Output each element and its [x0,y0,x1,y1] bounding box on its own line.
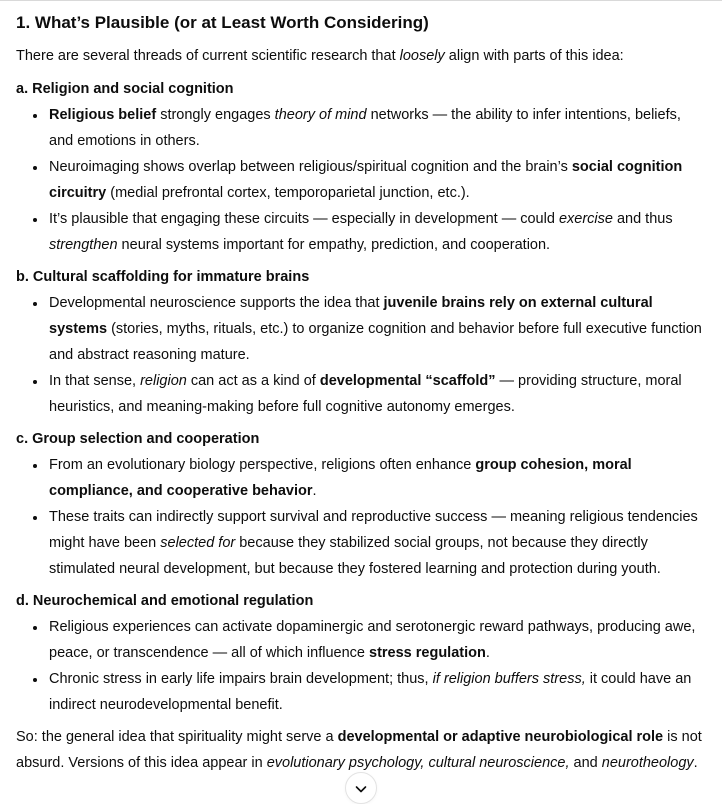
bullet-item: • These traits can indirectly support survival and reproductive success — meaning religious tendencies might have been selected for because they stabilized social groups, not because they directly stimulated neural development, but because they fostered learning and protection during youth. [47,504,706,582]
section-heading: c. Group selection and cooperation [16,431,260,447]
section-heading: a. Religion and social cognition [16,81,234,97]
bullet-list [16,102,706,258]
bullet-item: • Neuroimaging shows overlap between religious/spiritual cognition and the brain’s social cognition circuitry (medial prefrontal cortex, temporoparietal junction, etc.). [47,154,706,206]
bullet-item: • Religious belief strongly engages theory of mind networks — the ability to infer intentions, beliefs, and emotions in others. [47,102,706,154]
section-heading: d. Neurochemical and emotional regulation [16,593,314,609]
conclusion-paragraph: So: the general idea that spirituality might serve a developmental or adaptive neurobiological role is not absurd. Versions of this idea appear in evolutionary psychology, cultural neuroscience, and neurotheology. [16,729,702,771]
bullet-item: • It’s plausible that engaging these circuits — especially in development — could exercise and thus strengthen neural systems important for empathy, prediction, and cooperation. [47,206,706,258]
bullet-item: • Chronic stress in early life impairs brain development; thus, if religion buffers stress, it could have an indirect neurodevelopmental benefit. [47,666,706,718]
bullet-list [16,290,706,420]
bullet-item: • In that sense, religion can act as a kind of developmental “scaffold” — providing structure, moral heuristics, and meaning-making before full cognitive autonomy emerges. [47,368,706,420]
intro-paragraph: There are several threads of current scientific research that loosely align with parts of this idea: [16,48,624,64]
top-divider [0,0,722,1]
chevron-down-icon [353,779,369,797]
bullet-item: • Developmental neuroscience supports the idea that juvenile brains rely on external cultural systems (stories, myths, rituals, etc.) to organize cognition and behavior before full executive function and abstract reasoning mature. [47,290,706,368]
assistant-message [0,10,722,776]
sections [16,76,706,718]
bullet-list [16,614,706,718]
section-main-heading: 1. What’s Plausible (or at Least Worth Considering) [16,13,429,32]
section-heading: b. Cultural scaffolding for immature brains [16,269,310,285]
bullet-list [16,452,706,582]
bullet-item: • From an evolutionary biology perspective, religions often enhance group cohesion, moral compliance, and cooperative behavior. [47,452,706,504]
bullet-item: • Religious experiences can activate dopaminergic and serotonergic reward pathways, producing awe, peace, or transcendence — all of which influence stress regulation. [47,614,706,666]
scroll-to-bottom-button[interactable] [345,772,377,804]
